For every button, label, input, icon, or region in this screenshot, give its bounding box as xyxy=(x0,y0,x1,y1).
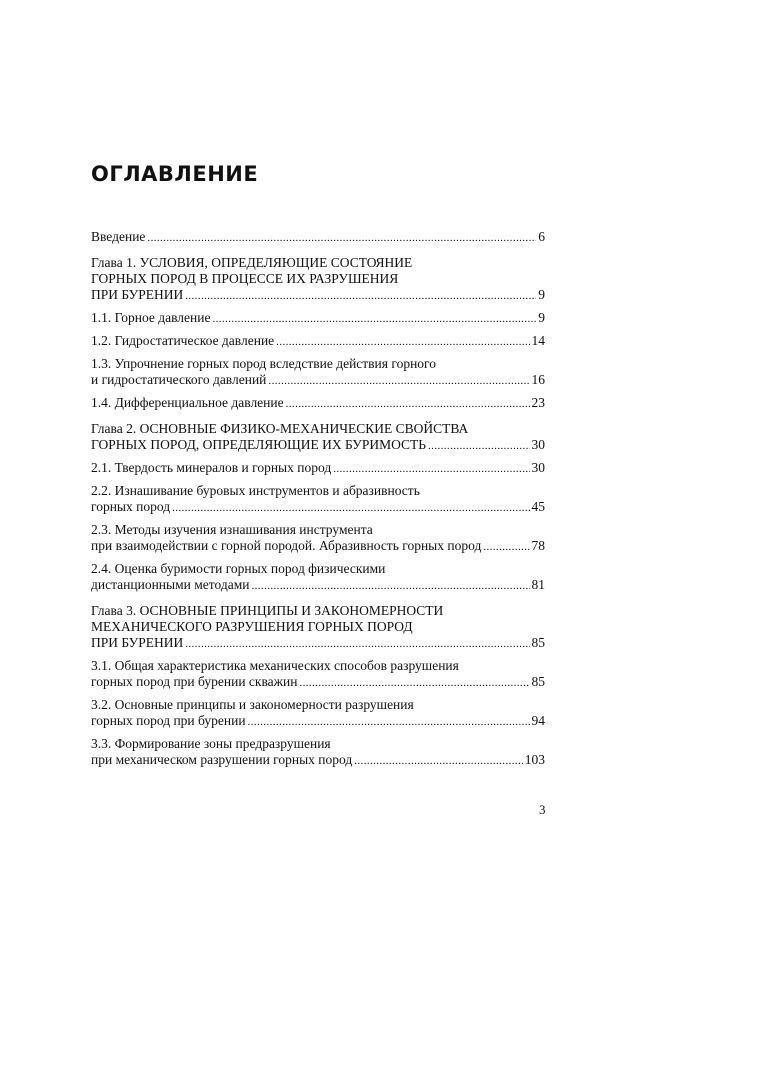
toc-entry-2-3 xyxy=(91,522,545,555)
toc-entry-page: 78 xyxy=(531,538,545,553)
toc-entry-title: ПРИ БУРЕНИИ xyxy=(91,287,184,302)
toc-entry-page: 94 xyxy=(531,713,545,728)
toc-entry-chapter-3 xyxy=(91,603,545,652)
dot-leader xyxy=(333,460,529,477)
toc-entry-1-3 xyxy=(91,356,545,389)
toc-entry-3-1 xyxy=(91,658,545,691)
toc-entry-title: 1.1. Горное давление xyxy=(91,310,211,325)
toc-entry-title: горных пород при бурении xyxy=(91,713,246,728)
toc-entry-page: 81 xyxy=(531,577,545,592)
toc-entry-page: 85 xyxy=(531,635,545,650)
dot-leader xyxy=(251,577,529,594)
dot-leader xyxy=(268,372,529,389)
toc-entry-line: Глава 1. УСЛОВИЯ, ОПРЕДЕЛЯЮЩИЕ СОСТОЯНИЕ xyxy=(91,255,413,270)
toc-entry-page: 30 xyxy=(531,460,545,475)
toc-entry-line: 2.4. Оценка буримости горных пород физическими xyxy=(91,561,386,576)
toc-entry-1-2 xyxy=(91,333,545,350)
table-of-contents xyxy=(91,229,545,769)
dot-leader xyxy=(276,333,529,350)
dot-leader xyxy=(248,713,530,730)
dot-leader xyxy=(185,635,529,652)
dot-leader xyxy=(212,310,536,327)
toc-entry-title: 1.4. Дифференциальное давление xyxy=(91,395,284,410)
toc-entry-title: и гидростатического давлений xyxy=(91,372,267,387)
toc-entry-1-4 xyxy=(91,395,545,412)
toc-entry-line: МЕХАНИЧЕСКОГО РАЗРУШЕНИЯ ГОРНЫХ ПОРОД xyxy=(91,619,413,634)
toc-entry-chapter-1 xyxy=(91,255,545,304)
dot-leader xyxy=(286,395,530,412)
toc-entry-title: горных пород xyxy=(91,499,171,514)
toc-entry-line: ГОРНЫХ ПОРОД В ПРОЦЕССЕ ИХ РАЗРУШЕНИЯ xyxy=(91,271,399,286)
toc-entry-line: Глава 3. ОСНОВНЫЕ ПРИНЦИПЫ И ЗАКОНОМЕРНОСТИ xyxy=(91,603,444,618)
toc-entry-title: ПРИ БУРЕНИИ xyxy=(91,635,184,650)
dot-leader xyxy=(172,499,529,516)
toc-entry-2-4 xyxy=(91,561,545,594)
toc-entry-title: 1.2. Гидростатическое давление xyxy=(91,333,275,348)
toc-entry-title: при механическом разрушении горных пород xyxy=(91,752,353,767)
dot-leader xyxy=(354,752,523,769)
toc-entry-3-3 xyxy=(91,736,545,769)
toc-entry-page: 23 xyxy=(531,395,545,410)
toc-entry-title: ГОРНЫХ ПОРОД, ОПРЕДЕЛЯЮЩИЕ ИХ БУРИМОСТЬ xyxy=(91,437,427,452)
toc-entry-line: 3.1. Общая характеристика механических способов разрушения xyxy=(91,658,459,673)
toc-entry-page: 6 xyxy=(538,229,545,244)
toc-entry-chapter-2 xyxy=(91,421,545,454)
toc-entry-1-1 xyxy=(91,310,545,327)
page-title: ОГЛАВЛЕНИЕ xyxy=(91,162,259,186)
toc-entry-3-2 xyxy=(91,697,545,730)
dot-leader xyxy=(185,287,536,304)
toc-entry-title: Введение xyxy=(91,229,146,244)
toc-entry-page: 85 xyxy=(531,674,545,689)
toc-entry-line: 2.3. Методы изучения изнашивания инструмента xyxy=(91,522,373,537)
toc-entry-line: 1.3. Упрочнение горных пород вследствие действия горного xyxy=(91,356,436,371)
toc-entry-line: 3.3. Формирование зоны предразрушения xyxy=(91,736,331,751)
toc-entry-line: 3.2. Основные принципы и закономерности разрушения xyxy=(91,697,414,712)
toc-entry-introduction xyxy=(91,229,545,246)
dot-leader xyxy=(299,674,529,691)
dot-leader xyxy=(147,229,536,246)
dot-leader xyxy=(483,538,529,555)
toc-entry-page: 9 xyxy=(538,287,545,302)
dot-leader xyxy=(428,437,529,454)
toc-entry-title: 2.1. Твердость минералов и горных пород xyxy=(91,460,332,475)
toc-entry-2-1 xyxy=(91,460,545,477)
toc-entry-page: 45 xyxy=(531,499,545,514)
toc-entry-page: 16 xyxy=(531,372,545,387)
toc-entry-page: 103 xyxy=(524,752,545,767)
toc-entry-page: 30 xyxy=(531,437,545,452)
toc-entry-2-2 xyxy=(91,483,545,516)
toc-entry-title: горных пород при бурении скважин xyxy=(91,674,298,689)
toc-entry-page: 9 xyxy=(538,310,545,325)
toc-entry-page: 14 xyxy=(531,333,545,348)
page-number: 3 xyxy=(539,802,546,817)
toc-entry-line: Глава 2. ОСНОВНЫЕ ФИЗИКО-МЕХАНИЧЕСКИЕ СВОЙСТВА xyxy=(91,421,469,436)
toc-entry-title: дистанционными методами xyxy=(91,577,250,592)
toc-entry-title: при взаимодействии с горной породой. Абразивность горных пород xyxy=(91,538,482,553)
toc-entry-line: 2.2. Изнашивание буровых инструментов и абразивность xyxy=(91,483,420,498)
